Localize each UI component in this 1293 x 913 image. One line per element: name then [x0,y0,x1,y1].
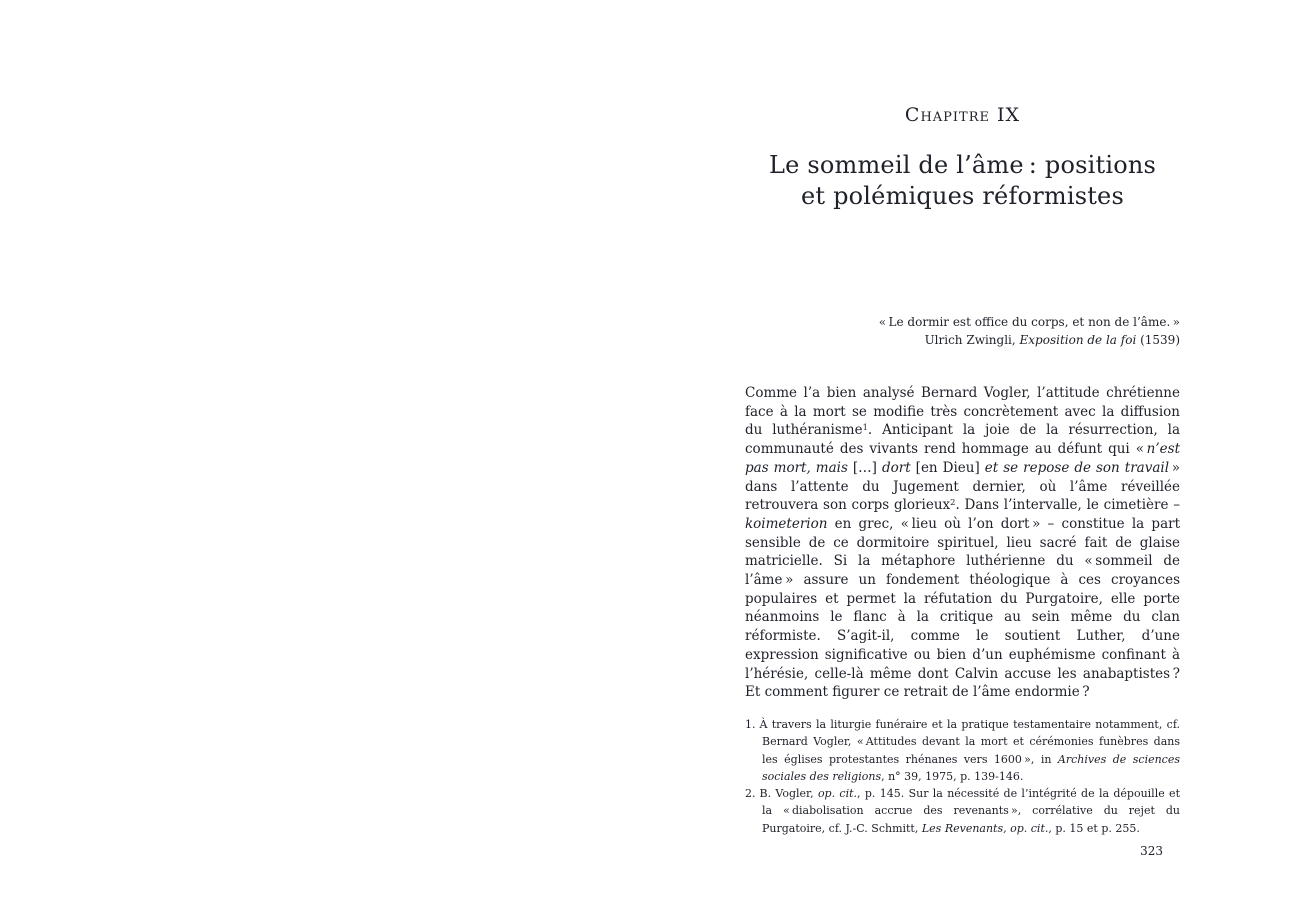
page-number: 323 [1140,844,1163,858]
epigraph-quote: « Le dormir est office du corps, et non de l’âme. » [878,315,1180,329]
body-paragraph: Comme l’a bien analysé Bernard Vogler, l’attitude chrétienne face à la mort se modifie très concrètement avec la diffusion du luthéranisme$^1$. Anticipant la joie de la résurrection, la communauté des vivants rend hommage au défunt qui « n’est pas mort, mais […] dort [en Dieu] et se repose de son travail » dans l’attente du Jugement dernier, où l’âme réveillée retrouvera son corps glorieux$^2$. Dans l’intervalle, le cimetière – koimeterion en grec, « lieu où l’on dort » – constitue la part sensible de ce dormitoire spirituel, lieu sacré fait de glaise matricielle. Si la métaphore luthérienne du « sommeil de l’âme » assure un fondement théologique à ces croyances populaires et permet la réfutation du Purgatoire, elle porte néanmoins le flanc à la critique au sein même du clan réformiste. S’agit-il, comme le soutient Luther, d’une expression significative ou bien d’un euphémisme confinant à l’hérésie, celle-là même dont Calvin accuse les anabaptistes ? Et comment figurer ce retrait de l’âme endormie ? [745,385,1180,701]
text-column [745,0,1180,913]
footnote-number: 1. [745,718,756,731]
footnote-number: 2. [745,787,756,801]
chapter-label: Chapitre IX [904,104,1021,126]
chapter-title-line-2: et polémiques réformistes [801,182,1124,210]
epigraph-attribution: Ulrich Zwingli, Exposition de la foi (1539) [924,333,1180,347]
footnote-text: B. Vogler, op. cit., p. 145. Sur la nécessité de l’intégrité de la dépouille et la « diabolisation accrue des revenants », corrélative du rejet du Purgatoire, cf. J.-C. Schmitt, Les Revenants, op. cit., p. 15 et p. 255. [759,787,1180,835]
footnote-text: À travers la liturgie funéraire et la pratique testamentaire notamment, cf. Bernard Vogler, « Attitudes devant la mort et cérémonies funèbres dans les églises protestantes rhénanes vers 1600 », in Archives de sciences sociales des religions, n° 39, 1975, p. 139-146. [759,718,1180,783]
footnote [745,785,1180,837]
chapter-title [745,150,1180,212]
footnote [745,716,1180,785]
footnotes [745,716,1180,837]
epigraph [745,313,1180,349]
chapter-title-line-1: Le sommeil de l’âme : positions [768,151,1157,179]
